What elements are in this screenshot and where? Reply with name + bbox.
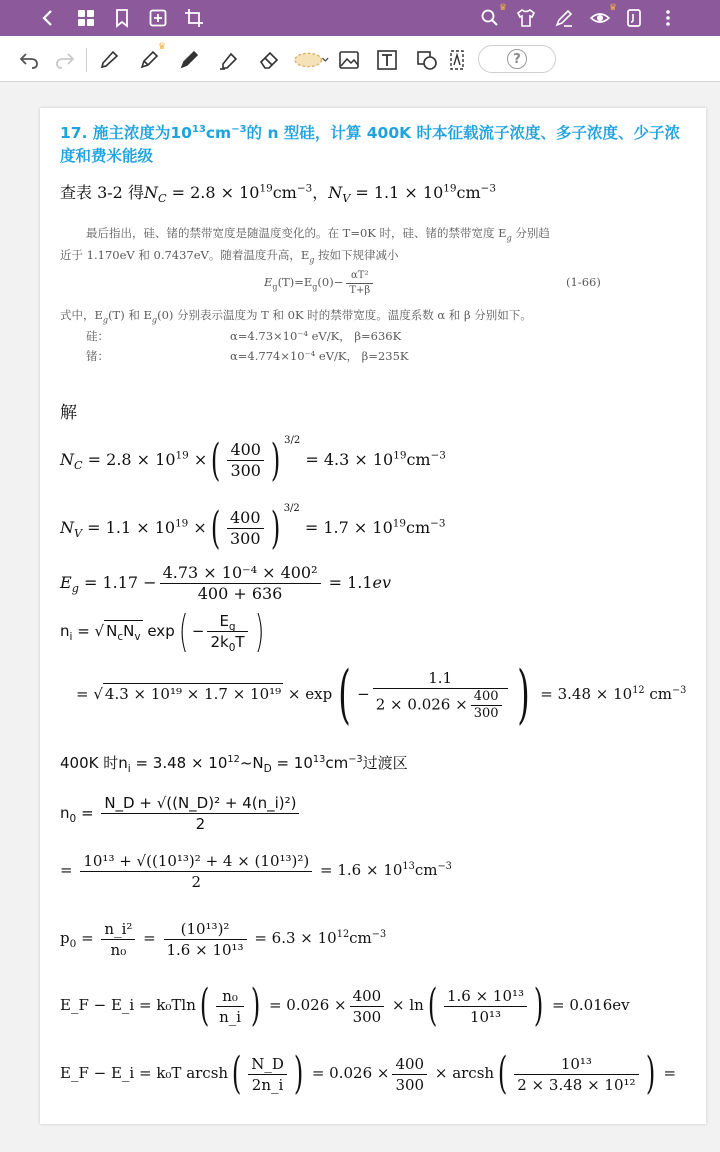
help-button[interactable] (478, 45, 556, 73)
fraction (207, 611, 247, 652)
fraction (227, 508, 264, 549)
subscript: g (309, 255, 315, 265)
exponent: −3 (430, 517, 446, 530)
eq-fermi-arcsh: E_F − E_i = k₀T arcsh( $\frac{N\_D}{2n\_i}$ ) = 0.026 × $\frac{400}{300}$ × arcsh( $\frac{\text{10¹³}}{\text{2 × 3.48 × 10¹²}}$ ) = (60, 1048, 677, 1099)
fraction (160, 563, 321, 604)
fraction (216, 986, 244, 1027)
value: = 1.7 × 10 (299, 518, 393, 537)
value: = 2.8 × 10 (166, 183, 260, 202)
subscript: g (506, 233, 512, 243)
text-box-icon[interactable] (374, 47, 400, 73)
unit: cm (456, 183, 481, 202)
operator: = √ (72, 622, 105, 640)
exponent: −3 (430, 449, 446, 462)
excerpt-text: 近于 1.170eV 和 0.7437eV。随着温度升高，E (60, 248, 310, 262)
subscript: g (71, 582, 79, 596)
function: exp (142, 622, 175, 640)
operator: × (188, 450, 208, 469)
exponent: 19 (393, 449, 407, 462)
title-text: 施主浓度为10 (87, 124, 192, 142)
title-unit: cm (205, 124, 232, 142)
notebook-icon[interactable] (622, 6, 646, 30)
highlighter-icon[interactable] (216, 47, 242, 73)
exponent: −3 (371, 929, 387, 940)
pencil-icon[interactable] (96, 47, 122, 73)
excerpt-text: (T) 和 E (108, 308, 152, 322)
subscript: D (263, 763, 272, 775)
value: = 0.026 × (264, 996, 347, 1014)
undo-icon[interactable] (16, 47, 42, 73)
fraction (248, 1054, 287, 1095)
lasso-icon[interactable] (292, 47, 332, 73)
fraction (227, 440, 264, 481)
unit: cm (406, 450, 431, 469)
eq-fermi-ln: E_F − E_i = k₀Tln( $\frac{\text{n₀}}{n\_i}$ ) = 0.026 × $\frac{400}{300}$ × ln( $\frac{\text{1.6 × 10¹³}}{\text{10¹³}}$ ) = 0.016ev (60, 980, 630, 1031)
title-unit-exponent: −3 (231, 123, 247, 135)
title-text: 的 n 型硅，计算 400K 时本征载流子浓度、多子浓度、少子浓度和费米能级 (60, 124, 681, 165)
fraction (444, 986, 527, 1027)
fraction (101, 919, 135, 960)
unit: cm (644, 685, 673, 703)
denominator: 300 (229, 529, 261, 548)
symbol: N (143, 183, 158, 202)
fraction (164, 919, 247, 960)
shapes-icon[interactable] (414, 47, 440, 73)
exponent: 12 (336, 929, 350, 940)
grid-icon[interactable] (74, 6, 98, 30)
unit: cm (414, 861, 438, 879)
subscript: v (134, 631, 141, 643)
exponent: 19 (175, 449, 189, 462)
denominator: 300 (473, 706, 499, 721)
eq-p0: $p_0$ = $\frac{\text{n\_i²}}{\text{n₀}}$ = $\frac{\text{(10¹³)²}}{\text{1.6 × 10¹³}}$ = $6.3 \times 10^{12}cm^{-3}$ (60, 919, 387, 959)
symbol: E (219, 612, 229, 630)
formula-fraction (346, 269, 373, 298)
question-title (60, 122, 686, 168)
crop-icon[interactable] (182, 6, 206, 30)
fraction (101, 793, 299, 834)
value: = 3.48 × 10 (130, 754, 228, 772)
nested-fraction (471, 689, 502, 722)
numerator: N_D (248, 1054, 287, 1075)
numerator: (10¹³)² (164, 919, 247, 940)
value: = 6.3 × 10 (249, 929, 337, 947)
denominator: 2n_i (251, 1075, 284, 1094)
pen-edit-icon[interactable] (552, 6, 576, 30)
excerpt-text: 分别趋 (511, 226, 550, 240)
redo-icon[interactable] (52, 47, 78, 73)
excerpt-text: 式中，E (60, 308, 103, 322)
textbook-excerpt (60, 222, 620, 378)
value: = 1.1 × 10 (350, 183, 444, 202)
formula-lhs: E_F − E_i = k₀Tln (60, 996, 196, 1014)
fraction (350, 986, 385, 1027)
subscript: g (228, 621, 236, 633)
numerator (207, 611, 247, 632)
excerpt-formula (60, 266, 620, 298)
eq-n0-formula: $n_0$ = $\frac{\text{N\_D + √((N\_D)² + 4(n\_i)²)}}{2}$ (60, 788, 302, 838)
numerator: 4.73 × 10⁻⁴ × 400² (160, 563, 321, 584)
denominator: 2 (191, 872, 202, 891)
unit: cm (405, 518, 431, 537)
germanium-values: α=4.774×10⁻⁴ eV/K， β=235K (230, 349, 409, 363)
exponent: 3/2 (283, 503, 300, 514)
denominator: 1.6 × 10¹³ (166, 940, 244, 959)
top-app-bar (0, 0, 720, 36)
value: = 0.026 × (307, 1064, 390, 1082)
toolbar-divider (86, 48, 87, 72)
denominator (373, 689, 508, 722)
symbol: n (60, 622, 70, 640)
function: × exp (283, 685, 333, 703)
symbol: ~N (239, 754, 264, 772)
back-icon[interactable] (36, 6, 60, 30)
silicon-label: 硅： (86, 329, 109, 343)
value: = 2.8 × 10 (82, 450, 176, 469)
subscript: i (127, 763, 131, 775)
value: = 0.016ev (547, 996, 630, 1014)
separator: ， (312, 183, 329, 202)
symbol: n (118, 754, 128, 772)
symbol: n (60, 804, 70, 822)
eq-nv: $N_V = 1.1 \times 10^{19}$ ×( $\frac{400}{300}$ ) $^{3/2} = 1.7 \times 10^{19}cm^{-3}$ (60, 502, 446, 554)
numerator: 10¹³ (514, 1054, 638, 1075)
numerator: 400 (227, 508, 264, 529)
function: × arcsh (430, 1064, 495, 1082)
symbol: N (60, 450, 74, 469)
exponent: 19 (175, 517, 189, 530)
text: 过渡区 (362, 754, 408, 772)
symbol: N (60, 518, 74, 537)
excerpt-text: 按如下规律减小 (314, 248, 399, 262)
numerator: 400 (227, 440, 264, 461)
formula-lhs: E_F − E_i = k₀T arcsh (60, 1064, 229, 1082)
denominator: 300 (230, 461, 261, 480)
image-icon[interactable] (336, 47, 362, 73)
exponent: 19 (443, 182, 457, 195)
numerator: 400 (471, 689, 502, 706)
symbol: E (60, 573, 72, 592)
fraction (373, 668, 508, 722)
symbol: p (60, 929, 70, 947)
eye-icon[interactable] (588, 3, 617, 30)
subscript: V (74, 527, 83, 541)
add-page-icon[interactable] (146, 6, 170, 30)
exponent: 12 (227, 754, 240, 765)
subscript: 0 (69, 938, 77, 950)
subscript: g (151, 315, 158, 325)
document-page (40, 108, 706, 1124)
subscript: g (312, 282, 318, 292)
value: = 1.1 (323, 573, 373, 592)
eraser-icon[interactable] (256, 47, 282, 73)
denominator (207, 632, 247, 652)
search-icon[interactable] (478, 3, 507, 30)
unit: cm (325, 754, 349, 772)
text-tool-icon[interactable] (450, 47, 464, 73)
radicand (104, 620, 142, 641)
eq-transition (60, 752, 408, 773)
value: = 4.3 × 10 (300, 450, 394, 469)
subscript: C (157, 192, 167, 206)
denominator-text: 2 × 0.026 × (375, 695, 468, 714)
unit: ev (372, 573, 392, 592)
question-number: 17. (60, 124, 88, 142)
numerator: 400 (392, 1054, 427, 1075)
annotation-toolbar (0, 36, 720, 82)
value: = 10 (271, 754, 313, 772)
value: = 1.6 × 10 (315, 861, 403, 879)
value: = 1.17 − (78, 573, 157, 592)
germanium-label: 锗： (86, 349, 109, 363)
formula-symbol: E (264, 275, 273, 289)
radicand: 4.3 × 10¹⁹ × 1.7 × 10¹⁹ (104, 685, 282, 703)
operator: × (188, 518, 207, 537)
denominator: n_i (219, 1007, 242, 1026)
value: = 1.1 × 10 (82, 518, 176, 537)
fraction (392, 1054, 427, 1095)
bookmark-icon[interactable] (110, 6, 134, 30)
silicon-values: α=4.73×10⁻⁴ eV/K， β=636K (230, 329, 402, 343)
help-icon: ? (507, 49, 527, 69)
eq-ni-value: = √ 4.3 × 10¹⁹ × 1.7 × 10¹⁹ × exp( − 1.1 2 × 0.026 × $\frac{400}{300}$ ) = $3.48 \times 10^{12}$ $cm^{-3}$ (76, 658, 687, 732)
solution-label: 解 (60, 403, 77, 423)
numerator: 400 (350, 986, 385, 1007)
exponent: −3 (480, 182, 496, 195)
numerator: 1.1 (373, 668, 508, 689)
function: × ln (387, 996, 424, 1014)
fountain-pen-icon[interactable] (136, 42, 166, 73)
denominator: 400 + 636 (197, 584, 283, 603)
formula-text: (0)− (317, 275, 344, 289)
denominator: 300 (395, 1075, 425, 1094)
formula-text: (T)=E (277, 275, 313, 289)
fraction (514, 1054, 638, 1095)
lookup-prefix: 查表 3-2 得 (60, 183, 144, 202)
operator: = √ (76, 685, 103, 703)
eq-ni-formula: $n_i$ = √ $N_cN_v$ exp( − $\frac{E_g}{2k_0T}$ ) (60, 605, 264, 657)
denominator: T+β (349, 284, 371, 296)
eq-nc: $N_C = 2.8 \times 10^{19}$ ×( $\frac{400}{300}$ ) $^{3/2} = 4.3 \times 10^{19}cm^{-3}$ (60, 434, 446, 486)
fraction (80, 851, 312, 892)
text: 400K 时 (60, 754, 119, 772)
symbol: N (106, 622, 118, 640)
equation-number: (1-66) (566, 275, 601, 289)
subscript: i (69, 631, 73, 643)
value: = 3.48 × 10 (535, 685, 633, 703)
subscript: V (342, 192, 351, 206)
ballpoint-pen-icon[interactable] (176, 47, 202, 73)
exponent: 13 (312, 754, 326, 765)
exponent: 3/2 (284, 435, 301, 446)
more-vertical-icon[interactable] (656, 6, 680, 30)
unit: cm (272, 183, 297, 202)
vip-crown-icon: ♛ (157, 42, 166, 52)
symbol: N (123, 622, 135, 640)
numerator: n₀ (216, 986, 244, 1007)
denominator: n₀ (110, 940, 127, 959)
exponent: 13 (402, 861, 415, 872)
numerator: 1.6 × 10¹³ (444, 986, 527, 1007)
numerator: αT² (346, 269, 373, 284)
numerator: 10¹³ + √((10¹³)² + 4 × (10¹³)²) (80, 851, 312, 872)
exponent: 19 (259, 182, 273, 195)
exponent: 19 (392, 517, 406, 530)
numerator: N_D + √((N_D)² + 4(n_i)²) (101, 793, 299, 814)
eq-n0-value: = $\frac{\text{10¹³ + √((10¹³)² + 4 × (10¹³)²)}}{2}$ = $1.6 \times 10^{13}cm^{-3}$ (60, 851, 452, 891)
denominator: 2 (195, 815, 206, 833)
subscript: 0 (69, 813, 77, 825)
lookup-line (60, 180, 496, 206)
denominator: 10¹³ (469, 1007, 502, 1026)
symbol: N (328, 183, 343, 202)
title-exponent: 13 (191, 123, 206, 135)
vip-crown-icon: ♛ (608, 3, 617, 13)
numerator: n_i² (101, 919, 135, 940)
exponent: −3 (348, 754, 363, 765)
subscript: g (272, 282, 278, 292)
subscript: c (117, 631, 124, 643)
exponent: −3 (437, 861, 452, 872)
exponent: 12 (632, 685, 645, 696)
eq-eg (60, 560, 391, 606)
unit: cm (349, 929, 372, 947)
value: = (658, 1064, 677, 1082)
vip-crown-icon: ♛ (498, 3, 507, 13)
exponent: −3 (296, 182, 313, 195)
shirt-icon[interactable] (514, 6, 538, 30)
denominator: 300 (352, 1007, 382, 1026)
excerpt-text: (0) 分别表示温度为 T 和 0K 时的禁带宽度。温度系数 α 和 β 分别如下。 (157, 308, 532, 322)
denominator: 2 × 3.48 × 10¹² (517, 1075, 636, 1094)
subscript: g (102, 315, 109, 325)
symbol: 2k (210, 633, 229, 651)
exponent: −3 (672, 685, 687, 696)
subscript: C (74, 459, 83, 473)
symbol: T (235, 633, 245, 651)
subscript: 0 (228, 642, 236, 654)
excerpt-text: 最后指出，硅、锗的禁带宽度是随温度变化的。在 T=0K 时，硅、锗的禁带宽度 E (86, 226, 507, 240)
